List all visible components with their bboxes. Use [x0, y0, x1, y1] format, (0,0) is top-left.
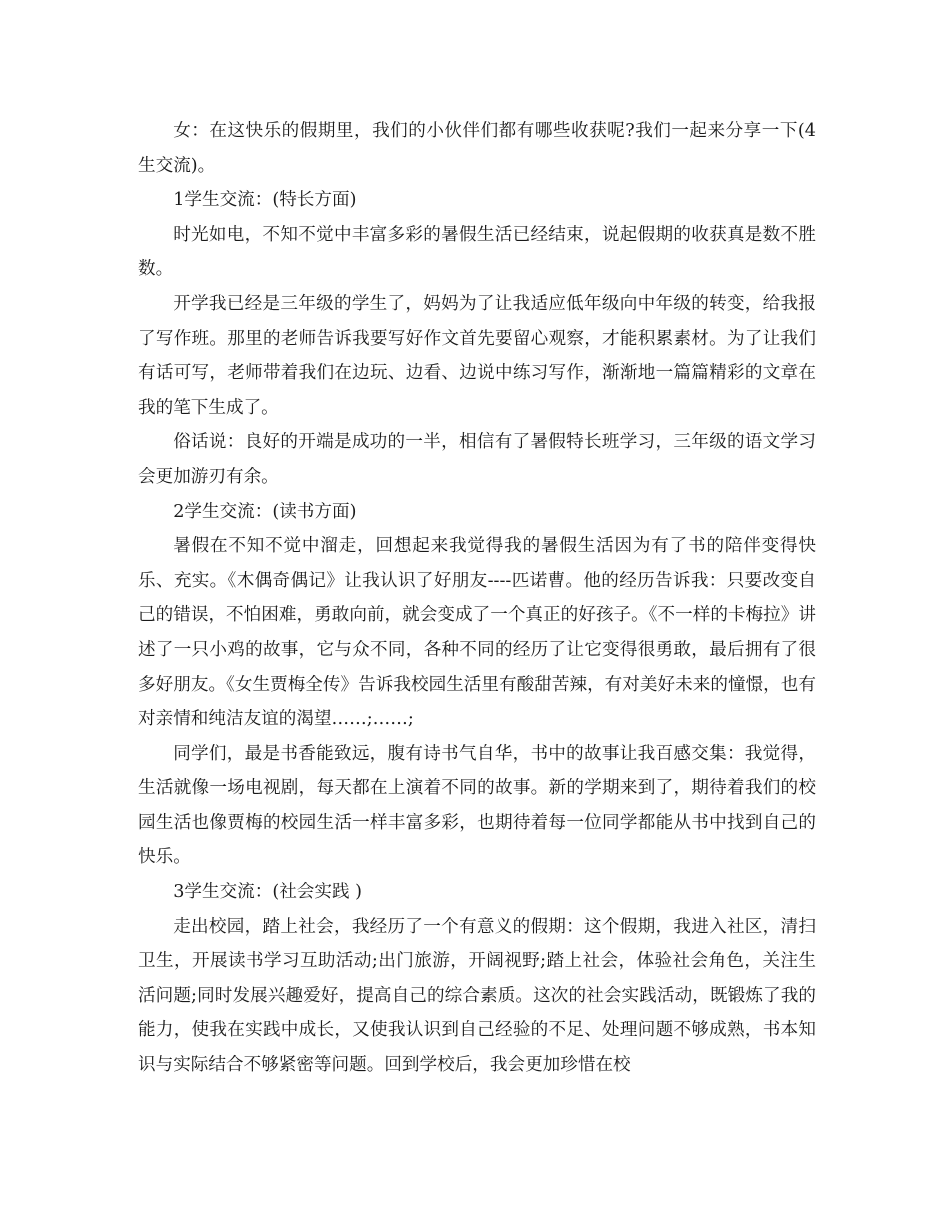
paragraph: 同学们，最是书香能致远，腹有诗书气自华，书中的故事让我百感交集：我觉得，生活就像一场电视剧，每天都在上演着不同的故事。新的学期来到了，期待着我们的校园生活也像贾梅的校园生活一样丰富多彩，也期待着每一位同学都能从书中找到自己的快乐。	[138, 743, 816, 868]
paragraph: 俗话说：良好的开端是成功的一半，相信有了暑假特长班学习，三年级的语文学习会更加游刃有余。	[138, 432, 816, 487]
section-heading-reading: 2学生交流：(读书方面)	[173, 501, 357, 522]
document-body	[138, 114, 816, 1083]
paragraph-intro: 女：在这快乐的假期里，我们的小伙伴们都有哪些收获呢?我们一起来分享一下(4生交流)。	[138, 121, 816, 176]
paragraph: 时光如电，不知不觉中丰富多彩的暑假生活已经结束，说起假期的收获真是数不胜数。	[138, 224, 816, 280]
section-heading-social-practice: 3学生交流：(社会实践 )	[173, 882, 363, 903]
section-heading-talent: 1学生交流：(特长方面)	[173, 190, 357, 211]
paragraph: 走出校园，踏上社会，我经历了一个有意义的假期：这个假期，我进入社区，清扫卫生，开展读书学习互助活动;出门旅游，开阔视野;踏上社会，体验社会角色，关注生活问题;同时发展兴趣爱好，提高自己的综合素质。这次的社会实践活动，既锻炼了我的能力，使我在实践中成长，又使我认识到自己经验的不足、处理问题不够成熟，书本知识与实际结合不够紧密等问题。回到学校后，我会更加珍惜在校	[138, 916, 816, 1076]
paragraph: 暑假在不知不觉中溜走，回想起来我觉得我的暑假生活因为有了书的陪伴变得快乐、充实。《木偶奇偶记》让我认识了好朋友----匹诺曹。他的经历告诉我：只要改变自己的错误，不怕困难，勇敢向前，就会变成了一个真正的好孩子。《不一样的卡梅拉》讲述了一只小鸡的故事，它与众不同，各种不同的经历了让它变得很勇敢，最后拥有了很多好朋友。《女生贾梅全传》告诉我校园生活里有酸甜苦辣，有对美好未来的憧憬，也有对亲情和纯洁友谊的渴望……;……;	[138, 536, 816, 730]
paragraph: 开学我已经是三年级的学生了，妈妈为了让我适应低年级向中年级的转变，给我报了写作班。那里的老师告诉我要写好作文首先要留心观察，才能积累素材。为了让我们有话可写，老师带着我们在边玩、边看、边说中练习写作，渐渐地一篇篇精彩的文章在我的笔下生成了。	[138, 293, 816, 418]
